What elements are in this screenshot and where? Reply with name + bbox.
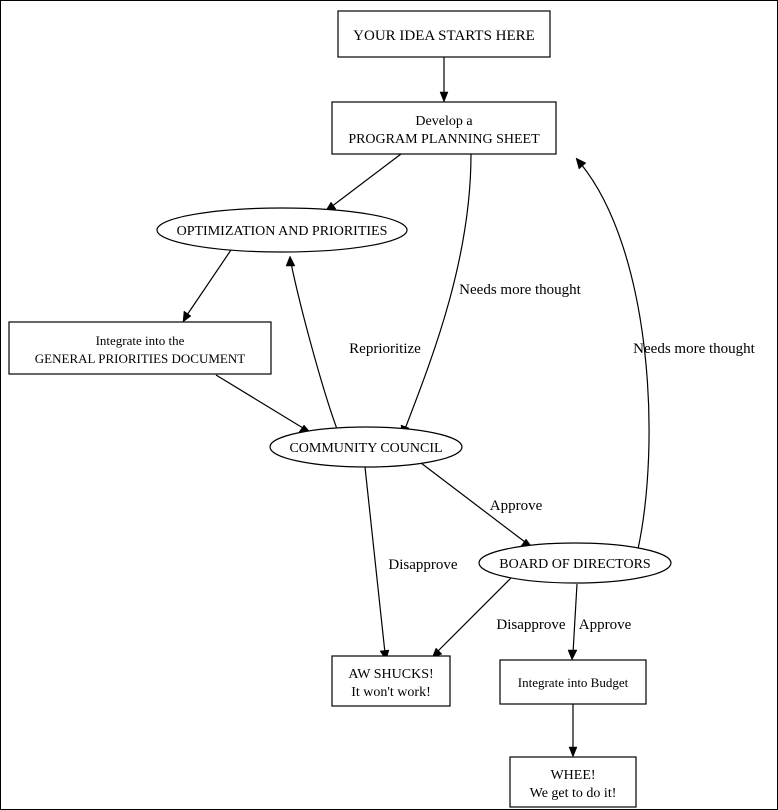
edge-label-reprioritize: Reprioritize xyxy=(349,341,421,357)
node-integrate-into-budget[interactable] xyxy=(500,660,646,704)
edge-general-to-council xyxy=(216,375,310,432)
edge-board-to-budget xyxy=(568,584,577,660)
node-community-council[interactable] xyxy=(270,427,462,467)
arrow-head xyxy=(569,747,577,757)
node-board-of-directors[interactable] xyxy=(479,543,671,583)
arrow-head xyxy=(568,650,577,660)
flowchart-svg xyxy=(1,1,778,810)
node-label: Integrate into Budget xyxy=(517,675,629,690)
edge-label-disapprove-council: Disapprove xyxy=(388,557,458,573)
edge-label-disapprove-board: Disapprove xyxy=(496,617,566,633)
arrow-head xyxy=(576,158,586,169)
node-label-line-1: WHEE! xyxy=(550,768,596,783)
edge-idea-to-planning xyxy=(440,57,448,102)
node-label-line-2: We get to do it! xyxy=(529,786,617,801)
edge-budget-to-whee xyxy=(569,704,577,757)
node-label: OPTIMIZATION AND PRIORITIES xyxy=(176,224,388,239)
edge-optimization-to-general xyxy=(183,250,231,322)
edge-line xyxy=(331,154,401,207)
node-label-line-1: AW SHUCKS! xyxy=(348,667,434,682)
edge-line xyxy=(573,584,577,653)
arrow-head xyxy=(183,311,191,322)
node-develop-program-planning-sheet[interactable] xyxy=(332,102,556,154)
arrow-head xyxy=(286,256,295,266)
edge-label-approve-board: Approve xyxy=(578,617,632,633)
node-shape-box xyxy=(9,322,271,374)
edge-council-to-optimization xyxy=(286,256,337,429)
node-label-line-2: PROGRAM PLANNING SHEET xyxy=(348,132,540,147)
edge-line xyxy=(187,250,231,315)
edge-line xyxy=(365,467,385,653)
node-label-line-1: Integrate into the xyxy=(95,333,185,348)
node-label: YOUR IDEA STARTS HERE xyxy=(353,28,535,44)
edge-label-needs-more-thought-2: Needs more thought xyxy=(633,341,755,357)
node-label-line-1: Develop a xyxy=(415,114,473,129)
edge-line xyxy=(291,263,337,429)
node-label-line-2: It won't work! xyxy=(351,685,431,700)
edge-label-approve-council: Approve xyxy=(489,498,543,514)
edge-line xyxy=(216,375,303,428)
node-whee[interactable] xyxy=(510,757,636,807)
edge-planning-to-optimization xyxy=(325,154,401,212)
node-optimization-and-priorities[interactable] xyxy=(157,208,407,252)
node-aw-shucks[interactable] xyxy=(332,656,450,706)
edge-council-to-awshucks xyxy=(365,467,389,660)
edge-label-needs-more-thought-1: Needs more thought xyxy=(459,282,581,298)
node-general-priorities-document[interactable] xyxy=(9,322,271,374)
node-label-line-2: GENERAL PRIORITIES DOCUMENT xyxy=(34,351,246,366)
node-your-idea-starts-here[interactable] xyxy=(338,11,550,57)
node-label: BOARD OF DIRECTORS xyxy=(499,557,651,572)
edge-line xyxy=(437,576,513,652)
node-label: COMMUNITY COUNCIL xyxy=(289,441,443,456)
arrow-head xyxy=(440,92,448,102)
